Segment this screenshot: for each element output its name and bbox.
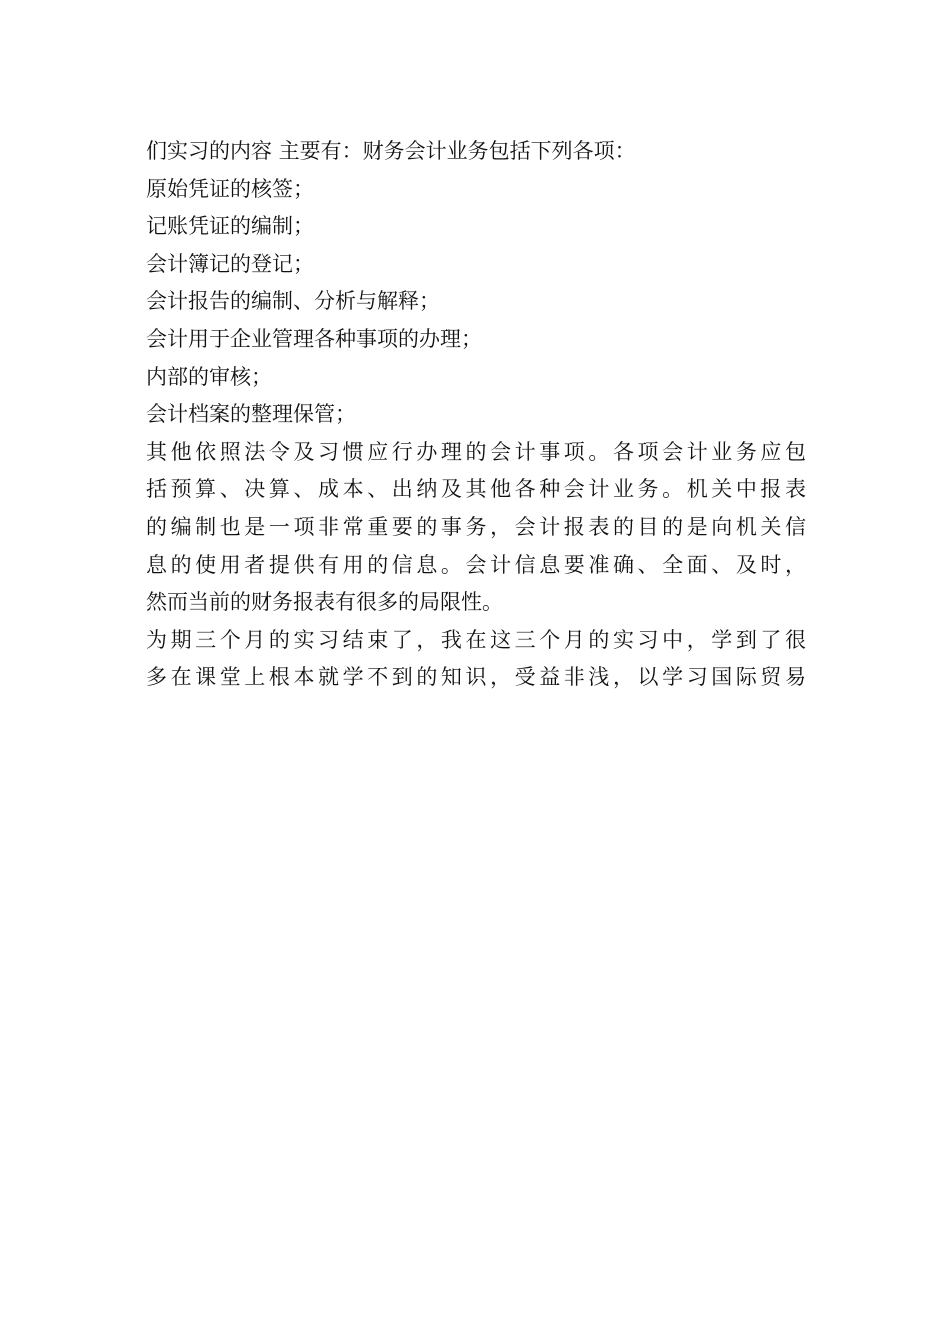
text-line-13: 然而当前的财务报表有很多的局限性。: [146, 590, 503, 615]
text-line-8: 会计档案的整理保管；: [146, 402, 356, 427]
document-body: [146, 133, 806, 697]
text-line-10: 括预算、决算、成本、出纳及其他各种会计业务。机关中报表: [146, 477, 806, 502]
text-line-2: 原始凭证的核签；: [146, 176, 314, 201]
text-line-1: 们实习的内容 主要有：财务会计业务包括下列各项：: [146, 139, 636, 163]
text-line-6: 会计用于企业管理各种事项的办理；: [146, 326, 482, 351]
text-line-5: 会计报告的编制、分析与解释；: [146, 289, 440, 314]
text-line-9: 其他依照法令及习惯应行办理的会计事项。各项会计业务应包: [146, 439, 806, 464]
text-line-3: 记账凭证的编制；: [146, 214, 314, 239]
text-line-15: 多在课堂上根本就学不到的知识，受益非浅，以学习国际贸易: [146, 665, 806, 690]
text-line-4: 会计簿记的登记；: [146, 251, 314, 276]
text-line-12: 息的使用者提供有用的信息。会计信息要准确、全面、及时，: [146, 552, 806, 577]
text-line-11: 的编制也是一项非常重要的事务，会计报表的目的是向机关信: [146, 514, 806, 539]
text-line-14: 为期三个月的实习结束了，我在这三个月的实习中，学到了很: [146, 627, 806, 652]
text-line-7: 内部的审核；: [146, 364, 272, 389]
